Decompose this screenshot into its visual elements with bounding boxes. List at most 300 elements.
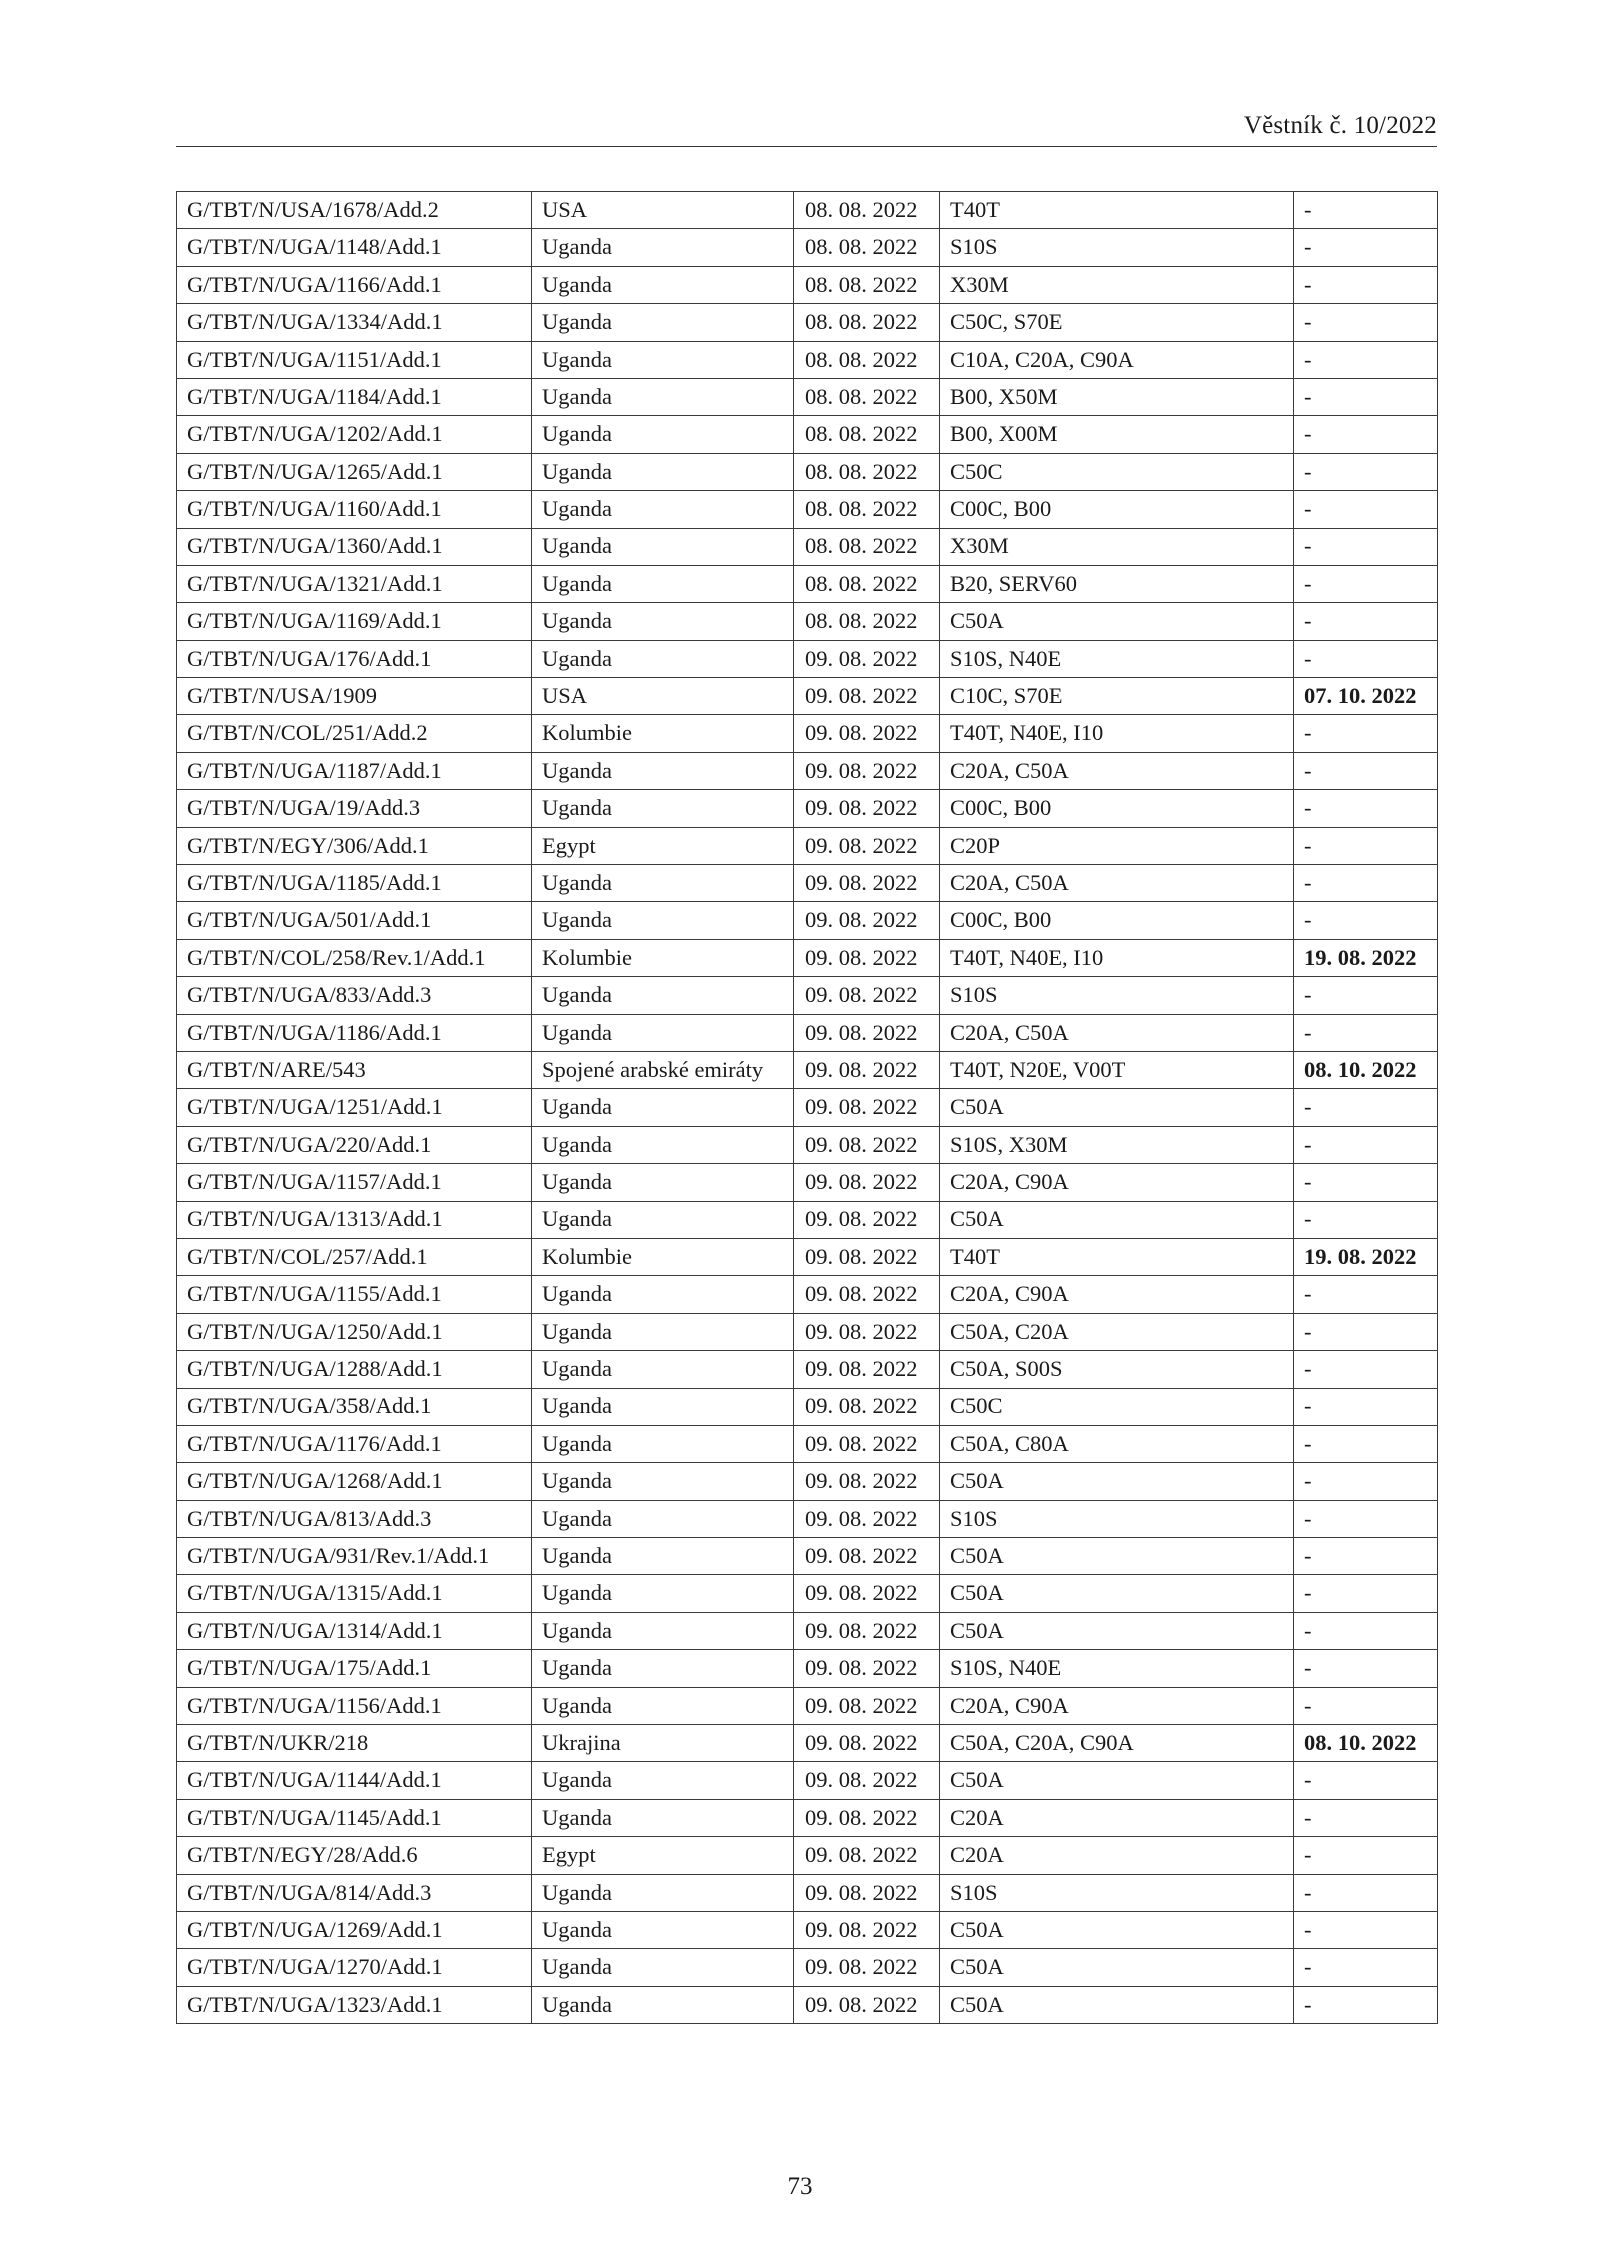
classification-cell: C50C [940, 453, 1294, 490]
document-code-cell: G/TBT/N/UGA/220/Add.1 [177, 1126, 532, 1163]
document-code-cell: G/TBT/N/UGA/1187/Add.1 [177, 752, 532, 789]
country-cell: Uganda [532, 1126, 794, 1163]
classification-cell: T40T, N40E, I10 [940, 715, 1294, 752]
classification-cell: C10C, S70E [940, 678, 1294, 715]
table-row [177, 1650, 1438, 1687]
date-cell: 09. 08. 2022 [794, 939, 940, 976]
date-cell: 09. 08. 2022 [794, 1874, 940, 1911]
deadline-cell: - [1294, 1612, 1438, 1649]
classification-cell: C50A [940, 1201, 1294, 1238]
classification-cell: C50C, S70E [940, 304, 1294, 341]
deadline-cell: - [1294, 229, 1438, 266]
table-row [177, 1575, 1438, 1612]
date-cell: 09. 08. 2022 [794, 1051, 940, 1088]
deadline-cell: 19. 08. 2022 [1294, 939, 1438, 976]
classification-cell: C00C, B00 [940, 491, 1294, 528]
page-header [176, 108, 1437, 147]
country-cell: Uganda [532, 1351, 794, 1388]
document-code-cell: G/TBT/N/EGY/306/Add.1 [177, 827, 532, 864]
country-cell: Egypt [532, 1837, 794, 1874]
date-cell: 09. 08. 2022 [794, 977, 940, 1014]
date-cell: 09. 08. 2022 [794, 1911, 940, 1948]
table-row [177, 640, 1438, 677]
classification-cell: T40T [940, 192, 1294, 229]
country-cell: Uganda [532, 1762, 794, 1799]
table-row [177, 1874, 1438, 1911]
classification-cell: C50A [940, 1986, 1294, 2023]
document-code-cell: G/TBT/N/UGA/931/Rev.1/Add.1 [177, 1538, 532, 1575]
table-row [177, 1425, 1438, 1462]
table-row [177, 1051, 1438, 1088]
classification-cell: X30M [940, 528, 1294, 565]
deadline-cell: - [1294, 192, 1438, 229]
country-cell: Uganda [532, 1911, 794, 1948]
document-code-cell: G/TBT/N/UGA/1156/Add.1 [177, 1687, 532, 1724]
date-cell: 08. 08. 2022 [794, 603, 940, 640]
document-code-cell: G/TBT/N/UGA/1185/Add.1 [177, 865, 532, 902]
table-row [177, 378, 1438, 415]
country-cell: Uganda [532, 565, 794, 602]
date-cell: 09. 08. 2022 [794, 1575, 940, 1612]
date-cell: 09. 08. 2022 [794, 865, 940, 902]
table-row [177, 1388, 1438, 1425]
document-code-cell: G/TBT/N/UGA/1148/Add.1 [177, 229, 532, 266]
table-row [177, 565, 1438, 602]
classification-cell: S10S, N40E [940, 1650, 1294, 1687]
classification-cell: T40T, N20E, V00T [940, 1051, 1294, 1088]
table-row [177, 1351, 1438, 1388]
deadline-cell: - [1294, 1164, 1438, 1201]
country-cell: Uganda [532, 640, 794, 677]
date-cell: 09. 08. 2022 [794, 1014, 940, 1051]
classification-cell: C50A, C20A, C90A [940, 1725, 1294, 1762]
document-code-cell: G/TBT/N/EGY/28/Add.6 [177, 1837, 532, 1874]
deadline-cell: - [1294, 977, 1438, 1014]
table-row [177, 1463, 1438, 1500]
classification-cell: C50A, C20A [940, 1313, 1294, 1350]
deadline-cell: - [1294, 1276, 1438, 1313]
country-cell: Uganda [532, 1089, 794, 1126]
document-code-cell: G/TBT/N/UGA/1360/Add.1 [177, 528, 532, 565]
country-cell: Uganda [532, 1687, 794, 1724]
document-code-cell: G/TBT/N/UGA/1269/Add.1 [177, 1911, 532, 1948]
deadline-cell: - [1294, 715, 1438, 752]
document-code-cell: G/TBT/N/UGA/1186/Add.1 [177, 1014, 532, 1051]
country-cell: Uganda [532, 902, 794, 939]
document-code-cell: G/TBT/N/UGA/814/Add.3 [177, 1874, 532, 1911]
date-cell: 09. 08. 2022 [794, 1500, 940, 1537]
country-cell: USA [532, 192, 794, 229]
classification-cell: X30M [940, 266, 1294, 303]
classification-cell: C20A, C90A [940, 1164, 1294, 1201]
table-row [177, 678, 1438, 715]
deadline-cell: - [1294, 1538, 1438, 1575]
date-cell: 08. 08. 2022 [794, 266, 940, 303]
classification-cell: C20A [940, 1837, 1294, 1874]
table-row [177, 1725, 1438, 1762]
date-cell: 09. 08. 2022 [794, 1126, 940, 1163]
classification-cell: C20A, C50A [940, 752, 1294, 789]
classification-cell: C50A [940, 1911, 1294, 1948]
table-row [177, 1201, 1438, 1238]
country-cell: Egypt [532, 827, 794, 864]
date-cell: 08. 08. 2022 [794, 192, 940, 229]
date-cell: 09. 08. 2022 [794, 1089, 940, 1126]
table-row [177, 341, 1438, 378]
classification-cell: C50C [940, 1388, 1294, 1425]
date-cell: 09. 08. 2022 [794, 640, 940, 677]
document-code-cell: G/TBT/N/UGA/1251/Add.1 [177, 1089, 532, 1126]
table-row [177, 902, 1438, 939]
document-code-cell: G/TBT/N/UGA/1315/Add.1 [177, 1575, 532, 1612]
table-row [177, 453, 1438, 490]
date-cell: 09. 08. 2022 [794, 790, 940, 827]
country-cell: Uganda [532, 1313, 794, 1350]
classification-cell: C20A [940, 1799, 1294, 1836]
date-cell: 09. 08. 2022 [794, 1986, 940, 2023]
date-cell: 09. 08. 2022 [794, 1351, 940, 1388]
document-code-cell: G/TBT/N/UGA/19/Add.3 [177, 790, 532, 827]
deadline-cell: - [1294, 1837, 1438, 1874]
date-cell: 09. 08. 2022 [794, 1276, 940, 1313]
deadline-cell: - [1294, 565, 1438, 602]
document-code-cell: G/TBT/N/USA/1909 [177, 678, 532, 715]
table-row [177, 192, 1438, 229]
classification-cell: T40T, N40E, I10 [940, 939, 1294, 976]
deadline-cell: - [1294, 341, 1438, 378]
table-row [177, 865, 1438, 902]
deadline-cell: - [1294, 1799, 1438, 1836]
deadline-cell: - [1294, 1687, 1438, 1724]
date-cell: 09. 08. 2022 [794, 1612, 940, 1649]
country-cell: Uganda [532, 304, 794, 341]
date-cell: 09. 08. 2022 [794, 1425, 940, 1462]
document-code-cell: G/TBT/N/UGA/1157/Add.1 [177, 1164, 532, 1201]
classification-cell: C20A, C90A [940, 1276, 1294, 1313]
deadline-cell: - [1294, 603, 1438, 640]
classification-cell: C50A [940, 1949, 1294, 1986]
document-code-cell: G/TBT/N/UGA/1334/Add.1 [177, 304, 532, 341]
country-cell: Uganda [532, 1463, 794, 1500]
country-cell: Uganda [532, 416, 794, 453]
country-cell: Uganda [532, 865, 794, 902]
classification-cell: C50A [940, 1762, 1294, 1799]
document-code-cell: G/TBT/N/UGA/176/Add.1 [177, 640, 532, 677]
table-row [177, 1837, 1438, 1874]
date-cell: 09. 08. 2022 [794, 1313, 940, 1350]
document-code-cell: G/TBT/N/UGA/1166/Add.1 [177, 266, 532, 303]
table-row [177, 229, 1438, 266]
table-row [177, 1276, 1438, 1313]
country-cell: Uganda [532, 1575, 794, 1612]
date-cell: 08. 08. 2022 [794, 453, 940, 490]
country-cell: Uganda [532, 1201, 794, 1238]
document-code-cell: G/TBT/N/UGA/1169/Add.1 [177, 603, 532, 640]
table-row [177, 1014, 1438, 1051]
country-cell: Uganda [532, 1799, 794, 1836]
country-cell: Uganda [532, 341, 794, 378]
country-cell: Uganda [532, 1425, 794, 1462]
country-cell: Uganda [532, 1388, 794, 1425]
document-code-cell: G/TBT/N/UGA/833/Add.3 [177, 977, 532, 1014]
country-cell: Uganda [532, 229, 794, 266]
deadline-cell: - [1294, 1351, 1438, 1388]
table-row [177, 1949, 1438, 1986]
date-cell: 08. 08. 2022 [794, 229, 940, 266]
classification-cell: C20A, C50A [940, 865, 1294, 902]
date-cell: 08. 08. 2022 [794, 528, 940, 565]
country-cell: Uganda [532, 1014, 794, 1051]
table-row [177, 977, 1438, 1014]
date-cell: 09. 08. 2022 [794, 1762, 940, 1799]
document-code-cell: G/TBT/N/UGA/501/Add.1 [177, 902, 532, 939]
date-cell: 08. 08. 2022 [794, 565, 940, 602]
country-cell: Uganda [532, 977, 794, 1014]
document-code-cell: G/TBT/N/UGA/1265/Add.1 [177, 453, 532, 490]
classification-cell: S10S [940, 1874, 1294, 1911]
country-cell: Kolumbie [532, 715, 794, 752]
deadline-cell: - [1294, 1313, 1438, 1350]
deadline-cell: - [1294, 1126, 1438, 1163]
table-row [177, 1500, 1438, 1537]
document-code-cell: G/TBT/N/COL/251/Add.2 [177, 715, 532, 752]
table-row [177, 715, 1438, 752]
document-code-cell: G/TBT/N/UGA/1270/Add.1 [177, 1949, 532, 1986]
deadline-cell: 08. 10. 2022 [1294, 1051, 1438, 1088]
country-cell: Uganda [532, 1612, 794, 1649]
deadline-cell: - [1294, 1500, 1438, 1537]
classification-cell: S10S, N40E [940, 640, 1294, 677]
table-row [177, 1799, 1438, 1836]
country-cell: Uganda [532, 1538, 794, 1575]
deadline-cell: - [1294, 1388, 1438, 1425]
table-row [177, 827, 1438, 864]
table-row [177, 416, 1438, 453]
deadline-cell: - [1294, 865, 1438, 902]
table-row [177, 752, 1438, 789]
date-cell: 09. 08. 2022 [794, 1949, 940, 1986]
classification-cell: S10S [940, 1500, 1294, 1537]
country-cell: Spojené arabské emiráty [532, 1051, 794, 1088]
table-row [177, 266, 1438, 303]
date-cell: 09. 08. 2022 [794, 715, 940, 752]
country-cell: Uganda [532, 453, 794, 490]
deadline-cell: - [1294, 528, 1438, 565]
classification-cell: C50A [940, 1463, 1294, 1500]
document-code-cell: G/TBT/N/UGA/1144/Add.1 [177, 1762, 532, 1799]
classification-cell: T40T [940, 1238, 1294, 1275]
country-cell: Uganda [532, 266, 794, 303]
country-cell: USA [532, 678, 794, 715]
date-cell: 09. 08. 2022 [794, 1538, 940, 1575]
deadline-cell: - [1294, 304, 1438, 341]
deadline-cell: - [1294, 1949, 1438, 1986]
deadline-cell: - [1294, 752, 1438, 789]
deadline-cell: - [1294, 1089, 1438, 1126]
table-row [177, 1089, 1438, 1126]
classification-cell: C20P [940, 827, 1294, 864]
country-cell: Uganda [532, 1164, 794, 1201]
classification-cell: C20A, C90A [940, 1687, 1294, 1724]
country-cell: Uganda [532, 1874, 794, 1911]
date-cell: 09. 08. 2022 [794, 1388, 940, 1425]
document-code-cell: G/TBT/N/UGA/175/Add.1 [177, 1650, 532, 1687]
country-cell: Uganda [532, 790, 794, 827]
date-cell: 09. 08. 2022 [794, 752, 940, 789]
table-row [177, 1538, 1438, 1575]
document-code-cell: G/TBT/N/UGA/1184/Add.1 [177, 378, 532, 415]
document-code-cell: G/TBT/N/UKR/218 [177, 1725, 532, 1762]
table-row [177, 1126, 1438, 1163]
document-code-cell: G/TBT/N/UGA/1321/Add.1 [177, 565, 532, 602]
document-code-cell: G/TBT/N/UGA/1313/Add.1 [177, 1201, 532, 1238]
classification-cell: C50A [940, 603, 1294, 640]
document-code-cell: G/TBT/N/COL/258/Rev.1/Add.1 [177, 939, 532, 976]
classification-cell: C50A [940, 1575, 1294, 1612]
document-code-cell: G/TBT/N/UGA/1155/Add.1 [177, 1276, 532, 1313]
date-cell: 09. 08. 2022 [794, 902, 940, 939]
classification-cell: C10A, C20A, C90A [940, 341, 1294, 378]
table-row [177, 1612, 1438, 1649]
classification-cell: C50A, S00S [940, 1351, 1294, 1388]
deadline-cell: - [1294, 790, 1438, 827]
document-code-cell: G/TBT/N/UGA/1288/Add.1 [177, 1351, 532, 1388]
date-cell: 08. 08. 2022 [794, 491, 940, 528]
classification-cell: C50A [940, 1538, 1294, 1575]
classification-cell: C00C, B00 [940, 790, 1294, 827]
document-code-cell: G/TBT/N/UGA/813/Add.3 [177, 1500, 532, 1537]
classification-cell: C50A, C80A [940, 1425, 1294, 1462]
country-cell: Uganda [532, 1949, 794, 1986]
classification-cell: C50A [940, 1089, 1294, 1126]
document-code-cell: G/TBT/N/USA/1678/Add.2 [177, 192, 532, 229]
document-code-cell: G/TBT/N/ARE/543 [177, 1051, 532, 1088]
country-cell: Ukrajina [532, 1725, 794, 1762]
country-cell: Uganda [532, 378, 794, 415]
table-row [177, 491, 1438, 528]
table-row [177, 304, 1438, 341]
date-cell: 09. 08. 2022 [794, 678, 940, 715]
deadline-cell: - [1294, 378, 1438, 415]
deadline-cell: - [1294, 1201, 1438, 1238]
date-cell: 08. 08. 2022 [794, 378, 940, 415]
table-row [177, 1762, 1438, 1799]
date-cell: 09. 08. 2022 [794, 827, 940, 864]
deadline-cell: - [1294, 453, 1438, 490]
notifications-table [176, 191, 1438, 2024]
classification-cell: B00, X00M [940, 416, 1294, 453]
document-code-cell: G/TBT/N/UGA/358/Add.1 [177, 1388, 532, 1425]
deadline-cell: 19. 08. 2022 [1294, 1238, 1438, 1275]
date-cell: 09. 08. 2022 [794, 1164, 940, 1201]
country-cell: Uganda [532, 491, 794, 528]
deadline-cell: - [1294, 491, 1438, 528]
notifications-table-body [177, 192, 1438, 2024]
deadline-cell: - [1294, 1762, 1438, 1799]
deadline-cell: - [1294, 902, 1438, 939]
country-cell: Uganda [532, 603, 794, 640]
country-cell: Uganda [532, 1276, 794, 1313]
table-row [177, 1313, 1438, 1350]
document-code-cell: G/TBT/N/UGA/1323/Add.1 [177, 1986, 532, 2023]
journal-issue-title: Věstník č. 10/2022 [1243, 112, 1437, 139]
document-code-cell: G/TBT/N/UGA/1160/Add.1 [177, 491, 532, 528]
deadline-cell: - [1294, 1874, 1438, 1911]
deadline-cell: - [1294, 640, 1438, 677]
date-cell: 08. 08. 2022 [794, 416, 940, 453]
country-cell: Uganda [532, 528, 794, 565]
table-row [177, 1687, 1438, 1724]
document-code-cell: G/TBT/N/COL/257/Add.1 [177, 1238, 532, 1275]
table-row [177, 1986, 1438, 2023]
table-row [177, 1911, 1438, 1948]
deadline-cell: - [1294, 416, 1438, 453]
deadline-cell: - [1294, 1425, 1438, 1462]
page-number: 73 [787, 2173, 813, 2200]
deadline-cell: - [1294, 1911, 1438, 1948]
notifications-table-container [176, 191, 1437, 2024]
date-cell: 09. 08. 2022 [794, 1799, 940, 1836]
date-cell: 09. 08. 2022 [794, 1463, 940, 1500]
deadline-cell: - [1294, 1014, 1438, 1051]
document-code-cell: G/TBT/N/UGA/1314/Add.1 [177, 1612, 532, 1649]
deadline-cell: - [1294, 1650, 1438, 1687]
table-row [177, 1164, 1438, 1201]
document-code-cell: G/TBT/N/UGA/1250/Add.1 [177, 1313, 532, 1350]
country-cell: Uganda [532, 1500, 794, 1537]
country-cell: Uganda [532, 752, 794, 789]
classification-cell: C00C, B00 [940, 902, 1294, 939]
table-row [177, 790, 1438, 827]
classification-cell: S10S [940, 977, 1294, 1014]
deadline-cell: - [1294, 266, 1438, 303]
classification-cell: B20, SERV60 [940, 565, 1294, 602]
classification-cell: C20A, C50A [940, 1014, 1294, 1051]
deadline-cell: 08. 10. 2022 [1294, 1725, 1438, 1762]
date-cell: 08. 08. 2022 [794, 341, 940, 378]
classification-cell: S10S, X30M [940, 1126, 1294, 1163]
document-code-cell: G/TBT/N/UGA/1202/Add.1 [177, 416, 532, 453]
deadline-cell: - [1294, 1986, 1438, 2023]
document-code-cell: G/TBT/N/UGA/1176/Add.1 [177, 1425, 532, 1462]
table-row [177, 603, 1438, 640]
classification-cell: B00, X50M [940, 378, 1294, 415]
deadline-cell: 07. 10. 2022 [1294, 678, 1438, 715]
classification-cell: S10S [940, 229, 1294, 266]
country-cell: Kolumbie [532, 939, 794, 976]
document-code-cell: G/TBT/N/UGA/1151/Add.1 [177, 341, 532, 378]
deadline-cell: - [1294, 1575, 1438, 1612]
country-cell: Uganda [532, 1986, 794, 2023]
table-row [177, 939, 1438, 976]
date-cell: 09. 08. 2022 [794, 1201, 940, 1238]
deadline-cell: - [1294, 827, 1438, 864]
table-row [177, 1238, 1438, 1275]
country-cell: Uganda [532, 1650, 794, 1687]
table-row [177, 528, 1438, 565]
document-code-cell: G/TBT/N/UGA/1268/Add.1 [177, 1463, 532, 1500]
classification-cell: C50A [940, 1612, 1294, 1649]
deadline-cell: - [1294, 1463, 1438, 1500]
date-cell: 09. 08. 2022 [794, 1650, 940, 1687]
date-cell: 09. 08. 2022 [794, 1687, 940, 1724]
country-cell: Kolumbie [532, 1238, 794, 1275]
document-code-cell: G/TBT/N/UGA/1145/Add.1 [177, 1799, 532, 1836]
date-cell: 09. 08. 2022 [794, 1238, 940, 1275]
date-cell: 09. 08. 2022 [794, 1837, 940, 1874]
date-cell: 09. 08. 2022 [794, 1725, 940, 1762]
date-cell: 08. 08. 2022 [794, 304, 940, 341]
